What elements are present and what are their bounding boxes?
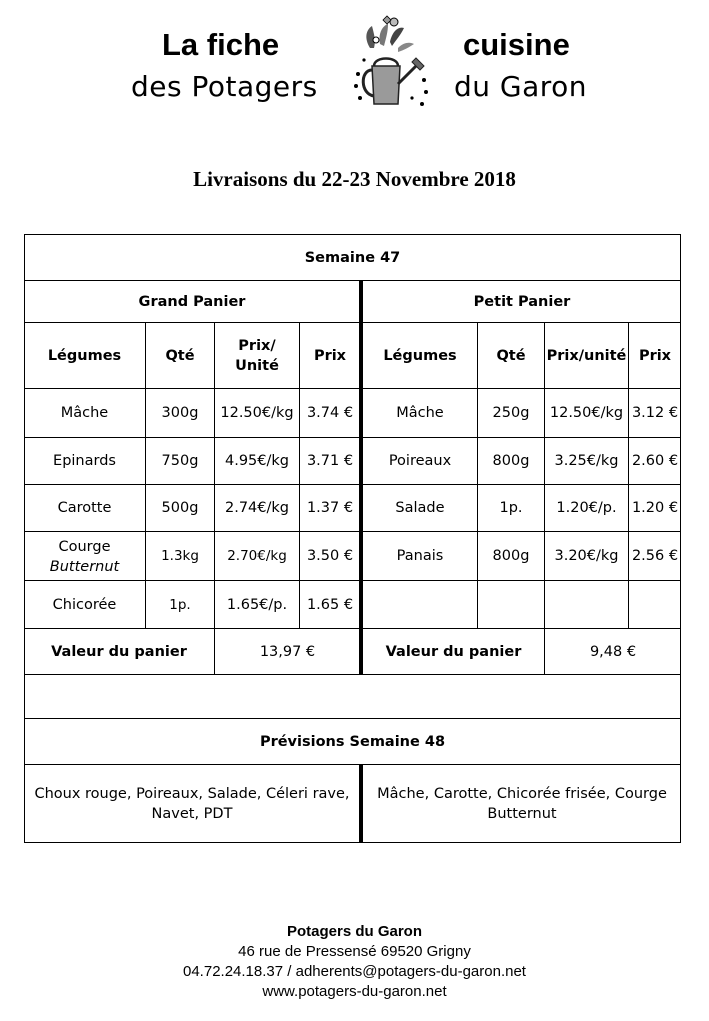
petit-header-legumes: Légumes bbox=[383, 347, 457, 364]
grand-row-2-unit: 4.95€/kg bbox=[225, 453, 289, 469]
grand-row-4-name: Courge bbox=[58, 539, 111, 555]
petit-row-3-name: Salade bbox=[395, 500, 445, 516]
petit-header-prix-unite: Prix/unité bbox=[546, 347, 627, 364]
grand-row-4-unit: 2.70€/kg bbox=[227, 548, 287, 564]
grand-header-qte: Qté bbox=[165, 347, 195, 364]
grand-row-5-unit: 1.65€/p. bbox=[226, 596, 288, 613]
petit-row-1-price: 3.12 € bbox=[631, 405, 679, 421]
header-line1-left: La fiche bbox=[162, 27, 280, 62]
grand-row-3-price: 1.37 € bbox=[306, 500, 354, 516]
grand-row-4-qty: 1.3kg bbox=[161, 548, 199, 564]
petit-total-label: Valeur du panier bbox=[385, 643, 522, 660]
grand-row-5-qty: 1p. bbox=[169, 596, 191, 613]
petit-header-prix: Prix bbox=[638, 347, 672, 364]
grand-header-prix-unite: Prix/ Unité bbox=[235, 337, 279, 374]
footer-name: Potagers du Garon bbox=[286, 923, 423, 940]
petit-row-3-qty: 1p. bbox=[499, 500, 523, 516]
petit-row-4-qty: 800g bbox=[492, 548, 530, 564]
grand-row-3-name: Carotte bbox=[57, 500, 112, 516]
forecast-petit: Mâche, Carotte, Chicorée frisée, Courge Butternut bbox=[377, 786, 667, 822]
grand-total-label: Valeur du panier bbox=[51, 643, 187, 660]
grand-row-1-unit: 12.50€/kg bbox=[220, 405, 294, 421]
grand-row-5-name: Chicorée bbox=[52, 596, 117, 613]
week-title: Semaine 47 bbox=[304, 249, 401, 266]
petit-row-2-qty: 800g bbox=[492, 453, 530, 469]
header-line1-right: cuisine bbox=[463, 27, 570, 62]
petit-row-2-price: 2.60 € bbox=[631, 453, 679, 469]
forecast-title: Prévisions Semaine 48 bbox=[259, 733, 446, 750]
petit-row-1-qty: 250g bbox=[492, 405, 530, 421]
footer-contact[interactable]: 04.72.24.18.37 / adherents@potagers-du-garon.net bbox=[183, 963, 526, 980]
petit-header-qte: Qté bbox=[496, 347, 526, 364]
grand-panier-title: Grand Panier bbox=[138, 293, 246, 310]
petit-row-4-price: 2.56 € bbox=[631, 548, 679, 564]
petit-row-4-unit: 3.20€/kg bbox=[554, 548, 619, 564]
grand-row-4-name-sub: Butternut bbox=[49, 559, 120, 575]
petit-row-3-unit: 1.20€/p. bbox=[556, 500, 617, 516]
grand-row-4-price: 3.50 € bbox=[306, 548, 354, 564]
grand-row-2-qty: 750g bbox=[161, 453, 199, 469]
forecast-grand: Choux rouge, Poireaux, Salade, Céleri rave, Navet, PDT bbox=[34, 786, 350, 822]
grand-row-1-qty: 300g bbox=[161, 405, 199, 421]
petit-total-value: 9,48 € bbox=[589, 643, 637, 660]
petit-row-3-price: 1.20 € bbox=[631, 500, 679, 516]
watering-can-with-vegetables-icon bbox=[350, 14, 430, 114]
petit-row-1-name: Mâche bbox=[396, 405, 444, 421]
grand-row-1-price: 3.74 € bbox=[306, 405, 354, 421]
header-line2-right: du Garon bbox=[454, 70, 588, 103]
footer-address: 46 rue de Pressensé 69520 Grigny bbox=[238, 943, 471, 960]
footer-website[interactable]: www.potagers-du-garon.net bbox=[262, 983, 447, 1000]
petit-panier-title: Petit Panier bbox=[473, 293, 571, 310]
grand-row-3-qty: 500g bbox=[161, 500, 199, 516]
grand-row-3-unit: 2.74€/kg bbox=[225, 500, 289, 516]
petit-row-2-name: Poireaux bbox=[388, 453, 452, 469]
grand-header-prix: Prix bbox=[313, 347, 347, 364]
grand-header-legumes: Légumes bbox=[47, 347, 122, 364]
grand-row-2-price: 3.71 € bbox=[306, 453, 354, 469]
petit-row-4-name: Panais bbox=[396, 548, 444, 564]
petit-row-1-unit: 12.50€/kg bbox=[549, 405, 624, 421]
petit-row-2-unit: 3.25€/kg bbox=[554, 453, 619, 469]
page-title: Livraisons du 22-23 Novembre 2018 bbox=[193, 167, 516, 191]
grand-row-5-price: 1.65 € bbox=[306, 596, 354, 613]
grand-row-2-name: Epinards bbox=[53, 453, 116, 469]
grand-row-1-name: Mâche bbox=[60, 405, 109, 421]
header bbox=[0, 0, 709, 130]
grand-total-value: 13,97 € bbox=[259, 643, 316, 660]
header-line2-left: des Potagers bbox=[131, 70, 318, 103]
